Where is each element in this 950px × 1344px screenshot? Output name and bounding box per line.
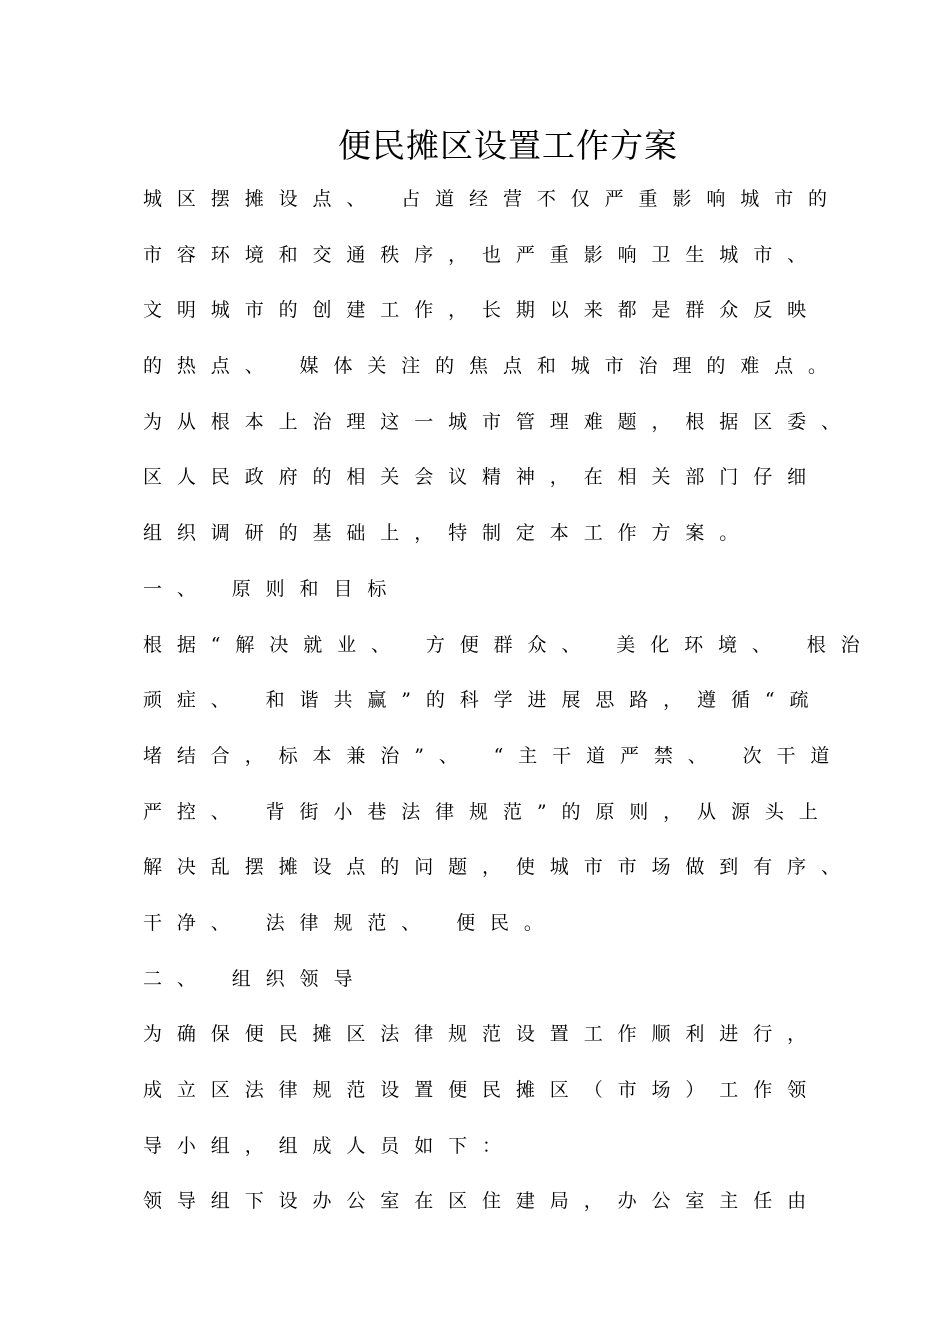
text-line: 的热点、 媒体关注的焦点和城市治理的难点。: [143, 355, 842, 378]
text-line: 导小组，组成人员如下：: [143, 1134, 516, 1157]
document-title: 便民摊区设置工作方案: [338, 126, 678, 165]
section-heading: 二、 组织领导: [143, 967, 368, 990]
text-line: 成立区法律规范设置便民摊区（市场）工作领: [143, 1079, 822, 1101]
text-line: 顽症、 和谐共赢”的科学进展思路，遵循“疏: [143, 689, 824, 712]
text-line: 城区摆摊设点、 占道经营不仅严重影响城市的: [143, 188, 842, 210]
text-line: 干净、 法律规范、 便民。: [143, 911, 558, 934]
text-line: 组织调研的基础上，特制定本工作方案。: [143, 522, 754, 545]
text-line: 严控、 背街小巷法律规范”的原则，从源头上: [143, 800, 833, 823]
text-line: 区人民政府的相关会议精神，在相关部门仔细: [143, 466, 822, 489]
text-line: 为从根本上治理这一城市管理难题，根据区委、: [143, 410, 855, 433]
text-line: 市容环境和交通秩序，也严重影响卫生城市、: [143, 243, 822, 266]
text-line: 解决乱摆摊设点的问题，使城市市场做到有序、: [143, 856, 855, 879]
section-heading: 一、 原则和目标: [143, 577, 402, 600]
text-line: 根据“解决就业、 方便群众、 美化环境、 根治: [143, 633, 875, 656]
text-line: 领导组下设办公室在区住建局，办公室主任由: [143, 1190, 822, 1213]
text-line: 文明城市的创建工作，长期以来都是群众反映: [143, 299, 822, 322]
text-line: 堵结合，标本兼治”、 “主干道严禁、 次干道: [143, 744, 845, 767]
document-body: [143, 172, 875, 1230]
text-line: 为确保便民摊区法律规范设置工作顺利进行，: [143, 1023, 822, 1046]
